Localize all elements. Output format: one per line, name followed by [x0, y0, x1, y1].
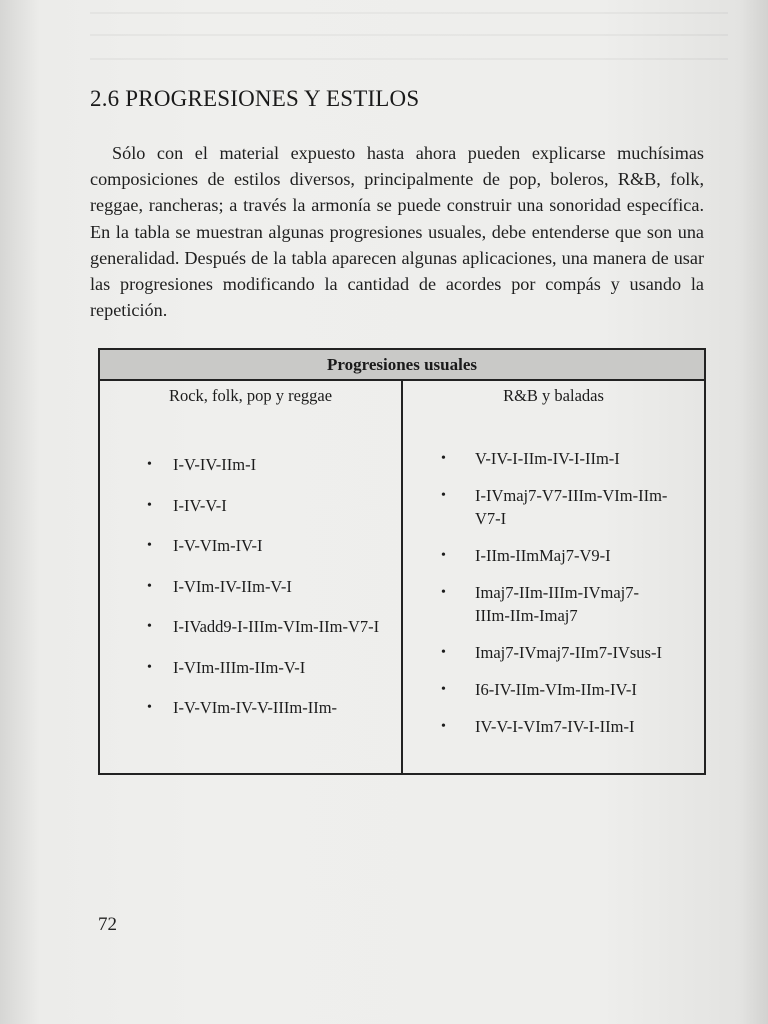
- list-item: [100, 615, 401, 638]
- bullet-icon: •: [147, 538, 152, 553]
- bullet-icon: •: [441, 645, 446, 660]
- list-item: [100, 494, 401, 517]
- list-item: [100, 656, 401, 679]
- progression-text: Imaj7-IIm-IIIm-IVmaj7-IIIm-IIm-Imaj7: [475, 583, 640, 625]
- column-header-rock-folk-pop-reggae: Rock, folk, pop y reggae: [99, 380, 402, 422]
- progression-text: I-VIm-IV-IIm-V-I: [173, 576, 292, 596]
- list-item: [100, 696, 401, 719]
- bullet-icon: •: [441, 548, 446, 563]
- bullet-icon: •: [147, 457, 152, 472]
- section-paragraph: Sólo con el material expuesto hasta ahora pueden explicarse muchísimas composiciones de estilos diversos, principalmente de pop, boleros, R&B, folk, reggae, rancheras; a través la armonía se puede construir una sonoridad específica. En la tabla se muestran algunas progresiones usuales, debe entenderse que son una generalidad. Después de la tabla aparecen algunas aplicaciones, una manera de usar las progresiones modificando la cantidad de acordes por compás y usando la repetición.: [90, 143, 704, 321]
- rnb-progressions-list: [403, 422, 704, 738]
- list-item: [403, 715, 704, 738]
- list-item: [403, 641, 704, 664]
- list-item: [403, 484, 704, 530]
- list-item: [403, 544, 704, 567]
- progression-text: I-IV-V-I: [173, 495, 227, 515]
- progression-text: I-IVmaj7-V7-IIIm-VIm-IIm-V7-I: [475, 486, 668, 528]
- show-through-line: [90, 12, 728, 14]
- progression-text: V-IV-I-IIm-IV-I-IIm-I: [475, 449, 620, 468]
- list-item: [100, 453, 401, 476]
- bullet-icon: •: [147, 578, 152, 594]
- list-item: [100, 534, 401, 557]
- list-item: [403, 678, 704, 701]
- progressions-table: [98, 348, 706, 775]
- progression-text: Imaj7-IVmaj7-IIm7-IVsus-I: [475, 643, 662, 662]
- progression-text: I-IVadd9-I-IIIm-VIm-IIm-V7-I: [173, 617, 380, 636]
- show-through-line: [90, 58, 728, 60]
- list-item: [403, 447, 704, 470]
- progression-text: I6-IV-IIm-VIm-IIm-IV-I: [475, 680, 637, 699]
- page-number: 72: [98, 914, 117, 935]
- bullet-icon: •: [147, 497, 152, 513]
- show-through-line: [90, 34, 728, 36]
- table-title: Progresiones usuales: [99, 349, 705, 380]
- list-item: [100, 575, 401, 598]
- progression-text: I-VIm-IIIm-IIm-V-I: [173, 657, 306, 677]
- progression-text: I-V-VIm-IV-V-IIIm-IIm-: [173, 698, 338, 717]
- bullet-icon: •: [441, 719, 446, 734]
- bullet-icon: •: [441, 488, 446, 503]
- bullet-icon: •: [441, 451, 446, 466]
- progression-text: IV-V-I-VIm7-IV-I-IIm-I: [475, 717, 635, 736]
- progression-text: I-IIm-IImMaj7-V9-I: [475, 546, 611, 565]
- column-header-rnb-baladas: R&B y baladas: [503, 386, 604, 405]
- bullet-icon: •: [147, 700, 152, 715]
- section-heading: 2.6 PROGRESIONES Y ESTILOS: [90, 86, 420, 111]
- bullet-icon: •: [441, 585, 446, 600]
- rock-column-cell: [99, 422, 402, 774]
- rock-progressions-list: [100, 422, 401, 719]
- progression-text: I-V-VIm-IV-I: [173, 536, 263, 555]
- list-item: [403, 581, 704, 627]
- bullet-icon: •: [147, 619, 152, 634]
- rnb-column-cell: [402, 422, 705, 774]
- progression-text: I-V-IV-IIm-I: [173, 455, 257, 474]
- bullet-icon: •: [147, 659, 152, 675]
- bullet-icon: •: [441, 682, 446, 697]
